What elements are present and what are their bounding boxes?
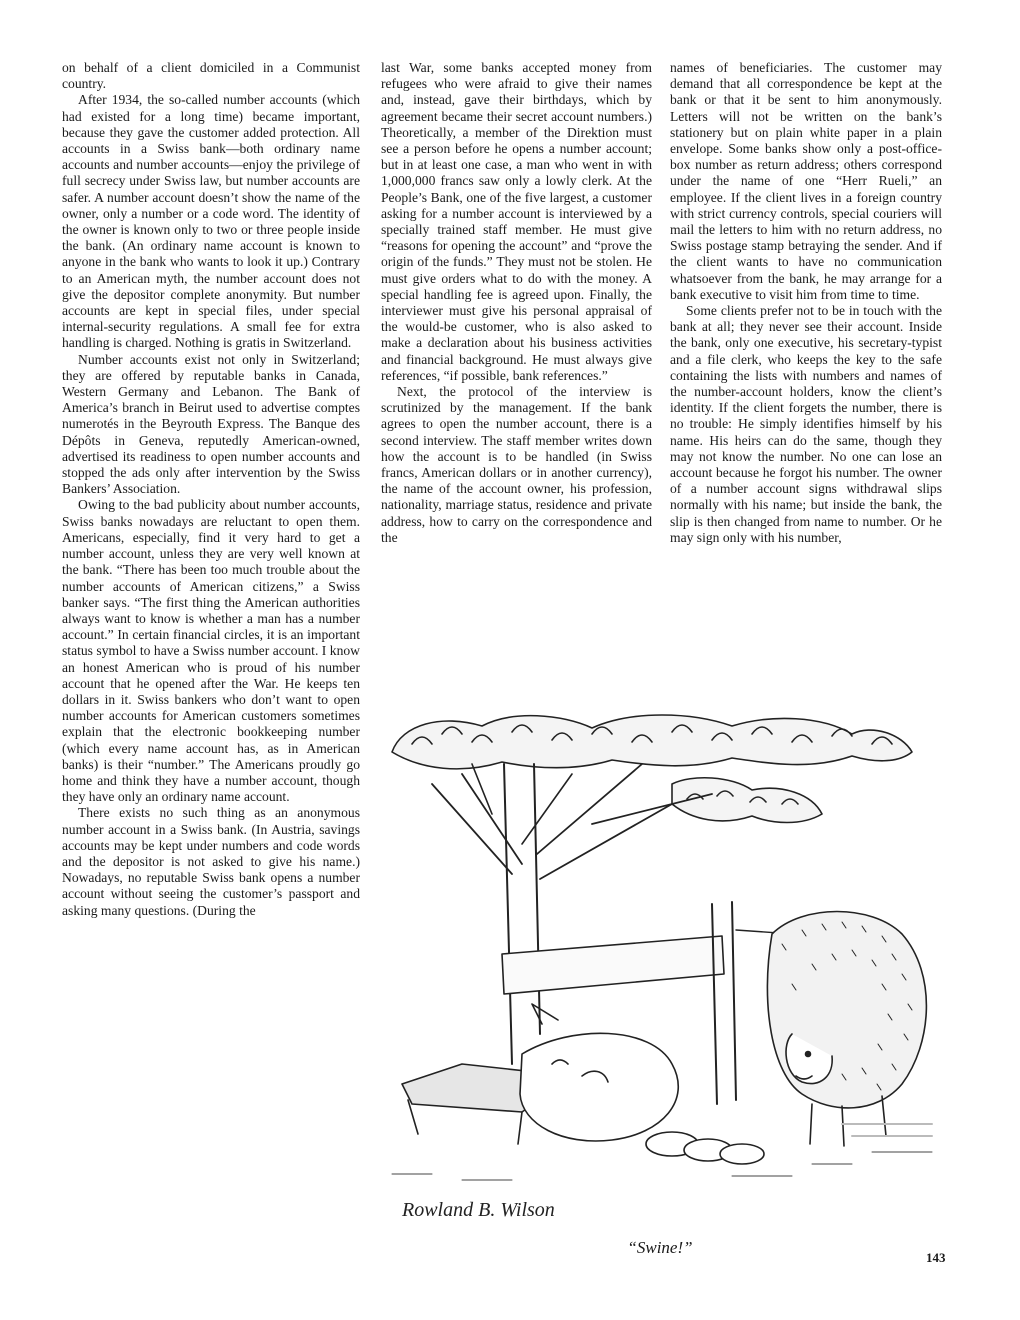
artist-signature: Rowland B. Wilson <box>402 1199 555 1221</box>
paragraph: names of beneficiaries. The customer may demand that all correspondence be kept at the bank or that it be sent to him anonymously. Letters will not be written on the bank’s stationery but on plain white paper in a plain envelope. Some banks show only a post-office-box number as return address; others correspond under the name of one “Herr Rueli,” an employee. If the client lives in a foreign country with strict currency controls, special couriers will mail the letters to him with no return address, no Swiss postage stamp betraying the sender. And if the client wants to have no communication whatsoever from the bank, he may arrange for a bank executive to visit him from time to time. <box>670 60 942 302</box>
paragraph: on behalf of a client domiciled in a Communist country. <box>62 60 360 92</box>
text-column-1 <box>62 60 360 919</box>
tree-trunk <box>432 764 712 1064</box>
paragraph: last War, some banks accepted money from refugees who were afraid to give their names and, instead, gave their birthdays, which by agreement became their secret account numbers.) Theoretically, a member of the Direktion must see a person before he opens a number account; but in at least one case, a man who went in with 1,000,000 francs saw only a lowly clerk. At the People’s Bank, one of the five largest, a customer asking for a number account is interviewed by a specially trained staff member. He must give “reasons for opening the account” and “prove the origin of the funds.” They must not be stolen. He must give orders what to do with the money. A special handling fee is agreed upon. Finally, the interviewer must give his personal appraisal of the would-be customer, who is also asked to make a declaration about his business activities and financial background. He must always give references, “if possible, bank references.” <box>381 60 652 383</box>
paragraph: Next, the protocol of the interview is scrutinized by the management. If the bank agrees to open the number account, there is a second interview. The staff member writes down how the account is to be handled (in Swiss francs, American dollars or in another currency), the name of the account owner, his profession, nationality, marriage status, residence and private address, how to carry on the correspondence and the <box>381 384 652 545</box>
cartoon-illustration <box>372 704 946 1226</box>
text-column-2 <box>381 60 652 546</box>
piglets <box>646 1132 764 1164</box>
text-column-3 <box>670 60 942 546</box>
paragraph: Some clients prefer not to be in touch with the bank at all; they never see their account. Inside the bank, only one executive, his secretary-typist and a file clerk, who keeps the key to the safe containing the lists with numbers and names of the number-account holders, know the client’s identity. If the client forgets the number, there is no trouble: He simply identifies himself by his name. His heirs can do the same, though they may not know the number. No one can lose an account because he forgot his number. The owner of a number account signs withdrawal slips normally with his name; but inside the bank, the slip is then changed from name to number. Or he may sign only with his number, <box>670 303 942 545</box>
standing-pig <box>767 912 926 1147</box>
cartoon-caption: “Swine!” <box>627 1238 693 1257</box>
page-number: 143 <box>926 1250 946 1265</box>
paragraph: Number accounts exist not only in Switzerland; they are offered by reputable banks in Canada, Western Germany and Lebanon. The Bank of America’s branch in Beirut used to advertise comptes numerotés in the Beyrouth Express. The Banque des Dépôts in Geneva, reputedly American-owned, advertised its readiness to open number accounts and stopped the ads only after intervention by the Swiss Bankers’ Association. <box>62 351 360 497</box>
paragraph: After 1934, the so-called number accounts (which had existed for a long time) became important, because they gave the customer added protection. All accounts in a Swiss bank—both ordinary name accounts and number accounts—enjoy the privilege of full secrecy under Swiss law, but number accounts are safer. A number account doesn’t show the name of the owner, only a number or a code word. The identity of the owner is known only to two or three people inside the bank. (An ordinary name account is known to anyone in the bank who wants to look it up.) Contrary to an American myth, the number account does not give the depositor complete anonymity. But number accounts are kept in special files, under special internal-security regulations. A small fee for extra handling is charged. Nothing is gratis in Switzerland. <box>62 92 360 351</box>
paragraph: There exists no such thing as an anonymous number account in a Swiss bank. (In Austria, savings accounts may be kept under numbers and code words and the depositor is not asked to give his name.) Nowadays, no reputable Swiss bank opens a number account without seeing the customer’s passport and asking many questions. (During the <box>62 805 360 918</box>
paragraph: Owing to the bad publicity about number accounts, Swiss banks nowadays are reluctant to open them. Americans, especially, find it very hard to get a number account, unless they are very well known at the bank. “There has been too much trouble about the number accounts of American citizens,” a Swiss banker says. “The first thing the American authorities always want to know is whether a man has a number account.” In certain financial circles, it is an important status symbol to have a Swiss number account. I know an honest American who is proud of his number account that he opened after the War. He keeps ten dollars in it. Swiss bankers who don’t want to open number accounts for American customers sometimes explain that the electronic bookkeeping number (which every name account has, as in American banks) is their “number.” The Americans proudly go home and think they have a number account, though they have only an ordinary name account. <box>62 497 360 805</box>
tree-foliage <box>392 715 912 823</box>
lying-pig <box>520 1004 678 1141</box>
